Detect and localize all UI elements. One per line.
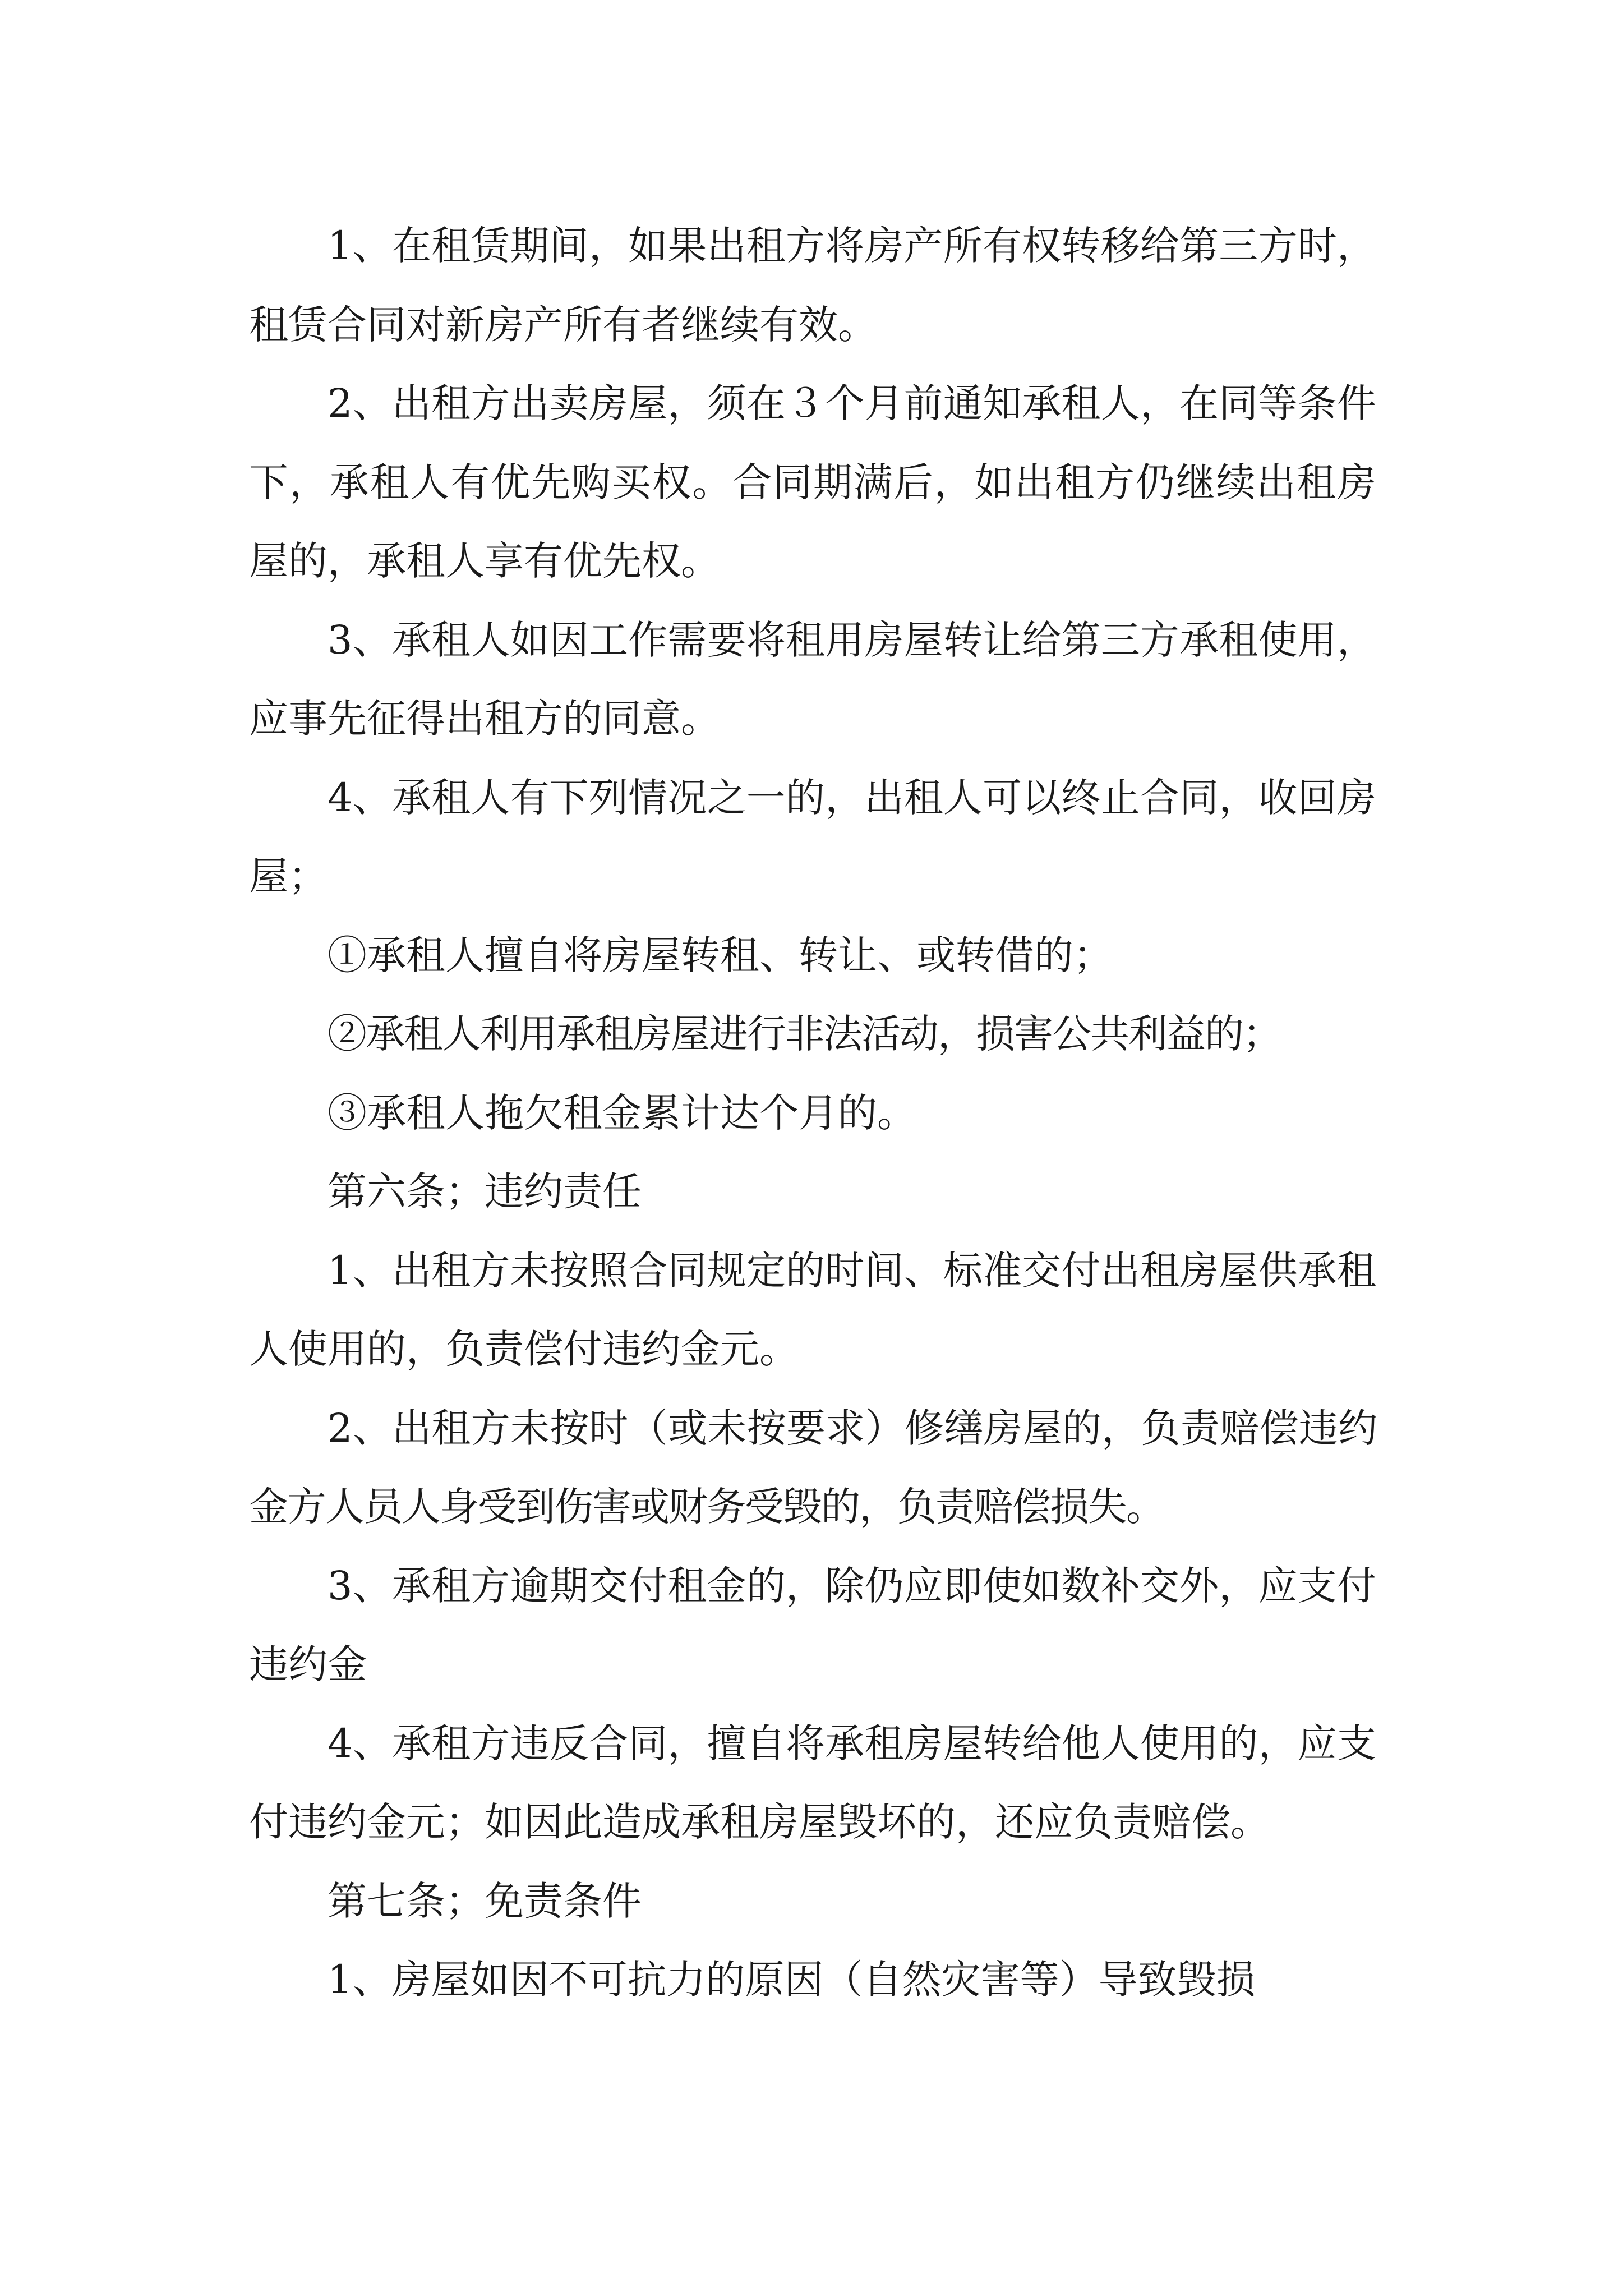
list-item-rent-arrears: ③承租人拖欠租金累计达个月的。: [328, 1089, 916, 1136]
paragraph-sale-notice: 2、出租方出卖房屋，须在３个月前通知承租人，在同等条件下，承租人有优先购买权。合同期满后，如出租方仍继续出租房屋的，承租人享有优先权。: [249, 380, 1376, 584]
paragraph-termination-conditions: 4、承租人有下列情况之一的，出租人可以终止合同，收回房屋；: [249, 774, 1376, 899]
paragraph-breach-late-rent: 3、承租方逾期交付租金的，除仍应即使如数补交外，应支付违约金: [249, 1562, 1376, 1687]
paragraph-breach-delivery: 1、出租方未按照合同规定的时间、标准交付出租房屋供承租人使用的，负责偿付违约金元。: [249, 1247, 1376, 1372]
paragraph-breach-unauthorized-transfer: 4、承租方违反合同，擅自将承租房屋转给他人使用的，应支付违约金元；如因此造成承租房屋毁坏的，还应负责赔偿。: [249, 1720, 1376, 1845]
paragraph-force-majeure: 1、房屋如因不可抗力的原因（自然灾害等）导致毁损: [328, 1957, 1256, 2003]
paragraph-breach-repair: 2、出租方未按时（或未按要求）修缮房屋的，负责赔偿违约金方人员人身受到伤害或财务受毁的，负责赔偿损失。: [249, 1405, 1376, 1530]
section-heading-breach: 第六条；违约责任: [328, 1168, 642, 1214]
section-heading-exemption: 第七条；免责条件: [328, 1878, 642, 1924]
document-body: [249, 206, 1376, 2019]
list-item-illegal-use: ②承租人利用承租房屋进行非法活动，损害公共利益的；: [328, 1011, 1281, 1057]
paragraph-transfer-ownership: 1、在租赁期间，如果出租方将房产所有权转移给第三方时，租赁合同对新房产所有者继续有效。: [249, 223, 1376, 348]
paragraph-sublease-consent: 3、承租人如因工作需要将租用房屋转让给第三方承租使用，应事先征得出租方的同意。: [249, 616, 1376, 742]
list-item-sublease: ①承租人擅自将房屋转租、转让、或转借的；: [328, 932, 1113, 978]
